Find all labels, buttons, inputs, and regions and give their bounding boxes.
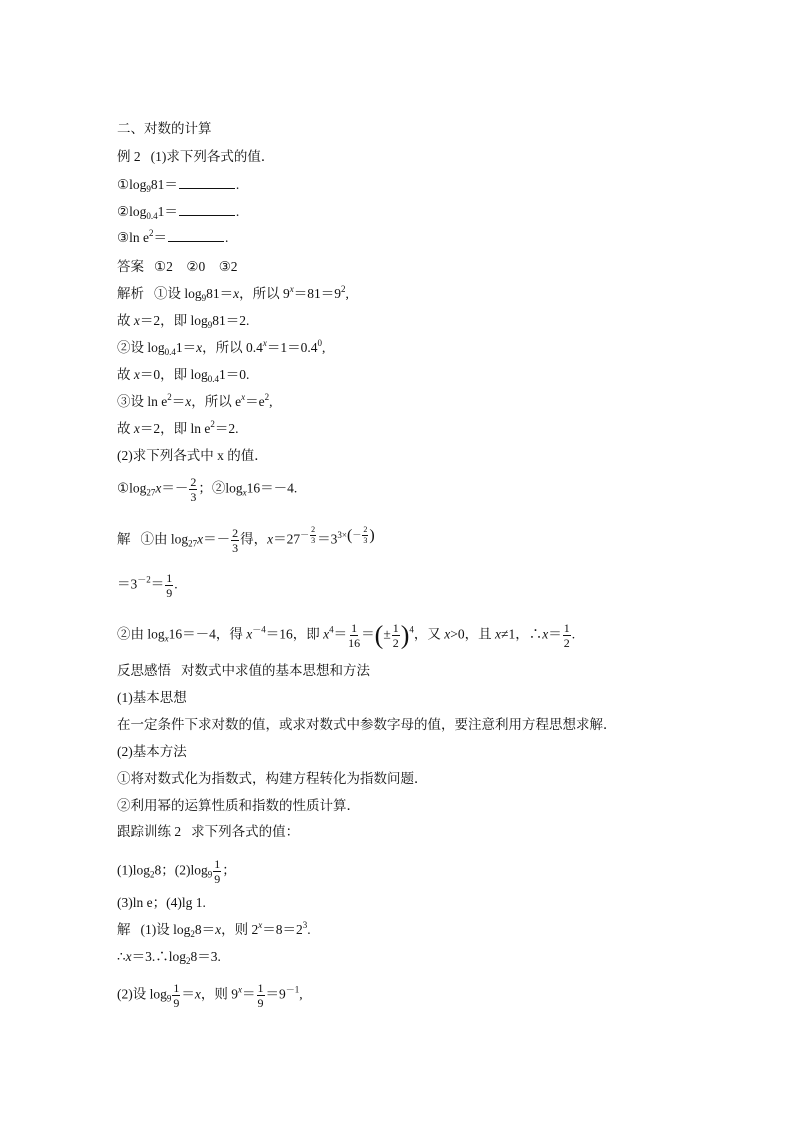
solution-label: 解 — [117, 531, 131, 547]
reflection-p2: ①将对数式化为指数式，构建方程转化为指数问题． — [117, 771, 428, 786]
training-solution-2: $\therefore x=3.\therefore\log_28=3$. — [117, 949, 221, 966]
analysis-label: 解析 — [117, 286, 144, 301]
example-item-3: ③ln $e^2=$ . — [117, 228, 229, 245]
solution-line-1: 解 ①由 $\log_{27}x=-$ $\frac{2}{3}$ 得，$x=27^{- \frac{2}{3}}$ $=3^{3\times(- \frac{2}{3} )}$ — [117, 525, 375, 555]
example-item-2: $②\log_{0.4}1=$ . — [117, 204, 240, 221]
solution-label: 解 — [117, 922, 131, 937]
answer-label: 答案 — [117, 259, 144, 274]
analysis-line-4: 故 x＝0，即 $\log_{0.4}1=0$. — [117, 367, 250, 384]
reflection-heading — [117, 662, 370, 680]
example-question-1: (1)求下列各式的值． — [150, 149, 275, 164]
answer-blank — [179, 203, 235, 216]
example-label: 例 2 — [117, 149, 141, 164]
analysis-line-1: 解析 ①设 $\log_981=x$，所以 $9^x=81=9^2$, — [117, 284, 349, 303]
question-2: (2)求下列各式中 x 的值． — [117, 448, 268, 463]
solution-line-2: $=3^{-2}=$ $\frac{1}{9}$ . — [117, 571, 178, 600]
answer-blank — [179, 176, 235, 189]
training-items-2: (3)ln e；(4)lg 1. — [117, 895, 206, 910]
reflection-h2: (2)基本方法 — [117, 744, 187, 759]
example-2-heading — [117, 148, 274, 166]
training-question: 求下列各式的值： — [191, 824, 300, 839]
section-title: 二、对数的计算 — [117, 121, 212, 136]
answer-blank — [168, 229, 224, 242]
example-item-1: $①\log_981=$ . — [117, 177, 240, 194]
analysis-line-3: ②设 $\log_{0.4}1=x$，所以 $0.4^x=1=0.4^0$, — [117, 338, 326, 357]
analysis-line-2: 故 x＝2，即 $\log_981=2$. — [117, 313, 250, 330]
analysis-line-6: 故 x＝2，即 $\ln e^2=2$. — [117, 419, 239, 436]
solution-line-3: ②由 $\log_x16=-4$，得 $x^{-4}=16$，即 $x^4=$ $\frac{1}{16}$ ＝(± $\frac{1}{2}$ )$^4$，又 x>0，且 x≠1，∴x＝ $\frac{1}{2}$ . — [117, 620, 576, 650]
reflection-p3: ②利用幂的运算性质和指数的性质计算． — [117, 798, 360, 813]
answer-line — [117, 258, 238, 276]
question-2-items: $①\log_{27}x=-$ $\frac{2}{3}$ ；$②\log_x16=-4$. — [117, 475, 298, 504]
reflection-title: 反思感悟 — [117, 663, 171, 678]
training-solution-1: 解 (1)设 $\log_28=x$，则 $2^x=8=2^3$. — [117, 920, 311, 939]
reflection-p1: 在一定条件下求对数的值，或求对数式中参数字母的值，要注意利用方程思想求解． — [117, 717, 617, 732]
reflection-h1: (1)基本思想 — [117, 690, 187, 705]
reflection-topic: 对数式中求值的基本思想和方法 — [181, 663, 370, 678]
analysis-line-5: ③设 $\ln e^2=x$，所以 $e^x=e^2$, — [117, 392, 273, 409]
training-items-1: $(1)\log_28$；$(2)\log_9$ $\frac{1}{9}$ ； — [117, 857, 236, 886]
training-solution-3: (2)设 $\log_9$ $\frac{1}{9}$ ＝x，则 $9^x=$ $\frac{1}{9}$ $=9^{-1}$, — [117, 981, 303, 1010]
training-label: 跟踪训练 2 — [117, 824, 182, 839]
training-heading — [117, 823, 299, 841]
answer-text: ①2 ②0 ③2 — [154, 259, 238, 274]
